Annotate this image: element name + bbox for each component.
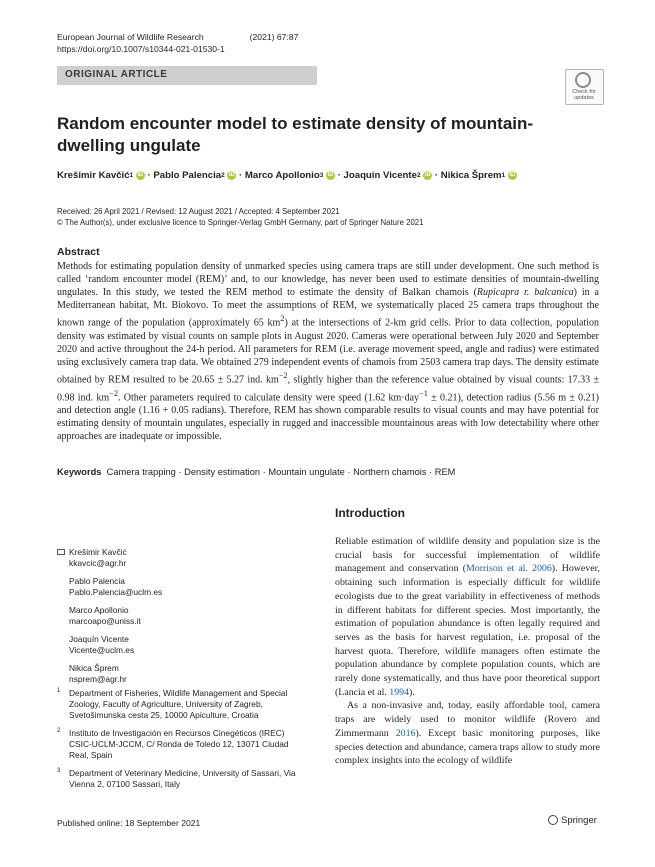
- citation-link[interactable]: 2016: [395, 727, 416, 739]
- affiliation-entry: 3 Department of Veterinary Medicine, University of Sassari, Via Vienna 2, 07100 Sassari, Italy: [57, 768, 296, 789]
- affiliation-entry: 2 Instituto de Investigación en Recursos Cinegéticos (IREC) CSIC-UCLM-JCCM, C/ Ronda de Toledo 12, 13071 Ciudad Real, Spain: [57, 728, 289, 760]
- introduction-heading: Introduction: [335, 506, 405, 520]
- orcid-icon[interactable]: iD: [424, 171, 431, 178]
- abstract-body: Methods for estimating population density of unmarked species using camera traps are still under development. One such method is called ‘random encounter model (REM)’ and, to our knowledge, has never been used to estimate densities of mountain-dwelling ungulates. In this study, we tested the REM method to estimate the density of Balkan chamois (Rupicapra r. balcanica) in a Mediterranean habitat, Mt. Biokovo. To meet the assumptions of REM, we systematically placed 25 camera traps throughout the known range of the population (approximately 65 $km^2$) at the intersections of 2-km grid cells. Prior to data collection, population density was estimated by visual counts on sample plots in August 2020. Cameras were operational between July 2020 and September 2020 and active throughout the 24-h period. All parameters for REM (i.e. average movement speed, angle and radius) were estimated using exclusively camera trap data. We obtained 279 independent events of chamois from 2503 camera trap days. The density estimate obtained by REM resulted to be 20.65 ± 5.27 ind. $km^{-2}$, slightly higher than the reference value obtained by visual counts: 17.33 ± 0.98 ind. $km^{-2}$. Other parameters required to calculate density were speed (1.62 km·day$^{-1}$ ± 0.21), detection radius (5.56 m ± 0.21) and detection angle (1.16 + 0.05 radians). Therefore, REM has shown comparable results to visual counts and may have potential for estimating density of mountain ungulates, especially in rugged and inaccessible mountainous areas with low detectability where other approaches are inadequate or impossible.: [57, 261, 599, 443]
- email-link[interactable]: marcoapo@uniss.it: [69, 616, 141, 626]
- email-link[interactable]: nsprem@agr.hr: [69, 674, 127, 684]
- contact-entry: Marco Apollonio marcoapo@uniss.it: [69, 605, 141, 626]
- springer-horse-icon: [548, 815, 558, 825]
- author-name[interactable]: Joaquín Vicente: [343, 170, 417, 181]
- introduction-body: [335, 535, 600, 768]
- citation-link[interactable]: Morrison et al. 2006: [466, 563, 552, 575]
- doi-link[interactable]: https://doi.org/10.1007/s10344-021-01530-1: [57, 44, 225, 54]
- published-date: Published online: 18 September 2021: [57, 818, 201, 828]
- orcid-icon[interactable]: iD: [228, 171, 235, 178]
- journal-citation: (2021) 67:87: [249, 32, 299, 42]
- article-dates: [57, 206, 423, 228]
- contact-entry: Joaquín Vicente Vicente@uclm.es: [69, 634, 135, 655]
- check-for-updates-text: Check for updates: [572, 89, 596, 101]
- keywords: [57, 466, 599, 478]
- copyright-line: © The Author(s), under exclusive licence to Springer-Verlag GmbH Germany, part of Springer Nature 2021: [57, 218, 424, 227]
- intro-paragraph: Reliable estimation of wildlife density and population size is the crucial basis for successful implementation of wildlife management and conservation (Morrison et al. 2006). However, obtaining such information is especially difficult for wildlife ecologists due to the great variability in effectiveness of methods in different habitats for different species. Most importantly, the estimation of population abundance is often legally required and serves as the basis for harvest regulation, i.e. proposal of the harvest quota. Therefore, wildlife managers often estimate the population abundance by complete population counts, which are rarely done systematically, and thus have poor theoretical support (Lancia et al. 1994).: [335, 536, 601, 698]
- intro-paragraph: As a non-invasive and, today, easily affordable tool, camera traps are widely used to monitor wildlife (Rovero and Zimmermann 2016). Except basic monitoring purposes, like species detection and abundance, camera traps allow to study more complex insights into the ecology of wildlife: [335, 700, 600, 767]
- affiliations: [57, 688, 307, 797]
- article-title: Random encounter model to estimate density of mountain-dwelling ungulate: [57, 114, 534, 155]
- email-link[interactable]: Vicente@uclm.es: [69, 645, 135, 655]
- corresponding-contacts: [57, 547, 322, 692]
- contact-entry: Krešimir Kavčić kkavcic@agr.hr: [57, 547, 322, 569]
- orcid-icon[interactable]: iD: [327, 171, 334, 178]
- keywords-list: Camera trapping · Density estimation · Mountain ungulate · Northern chamois · REM: [106, 467, 456, 477]
- author-name[interactable]: Pablo Palencia: [153, 170, 222, 181]
- author-list: Krešimir Kavčić$^1$ iD · Pablo Palencia$^2$ iD · Marco Apollonio$^3$ iD · Joaquín Vicente$^2$ iD · Nikica Šprem$^1$ iD: [57, 170, 516, 181]
- author-name[interactable]: Marco Apollonio: [244, 170, 320, 181]
- email-link[interactable]: kkavcic@agr.hr: [69, 558, 127, 568]
- affiliation-entry: 1 Department of Fisheries, Wildlife Management and Special Zoology, Faculty of Agriculture, University of Zagreb, Svetošimunska cesta 25, 10000 Apiculture, Croatia: [57, 688, 288, 720]
- email-link[interactable]: Pablo.Palencia@uclm.es: [69, 587, 163, 597]
- journal-name: European Journal of Wildlife Research: [57, 32, 204, 42]
- abstract-heading: Abstract: [57, 246, 100, 258]
- orcid-icon[interactable]: iD: [137, 171, 144, 178]
- check-for-updates-icon: [575, 72, 591, 88]
- citation-link[interactable]: 1994: [389, 686, 410, 698]
- contact-entry: Nikica Šprem nsprem@agr.hr: [69, 663, 127, 684]
- envelope-icon: [57, 549, 65, 555]
- article-type-label: ORIGINAL ARTICLE: [65, 69, 168, 80]
- author-name[interactable]: Krešimir Kavčić: [57, 170, 130, 181]
- author-name[interactable]: Nikica Šprem: [440, 170, 502, 181]
- contact-entry: Pablo Palencia Pablo.Palencia@uclm.es: [69, 576, 163, 597]
- orcid-icon[interactable]: iD: [509, 171, 516, 178]
- keywords-heading: Keywords: [57, 467, 102, 477]
- publisher-logo: Springer: [548, 815, 597, 826]
- journal-header: [57, 31, 298, 55]
- history-dates: Received: 26 April 2021 / Revised: 12 August 2021 / Accepted: 4 September 2021: [57, 207, 340, 216]
